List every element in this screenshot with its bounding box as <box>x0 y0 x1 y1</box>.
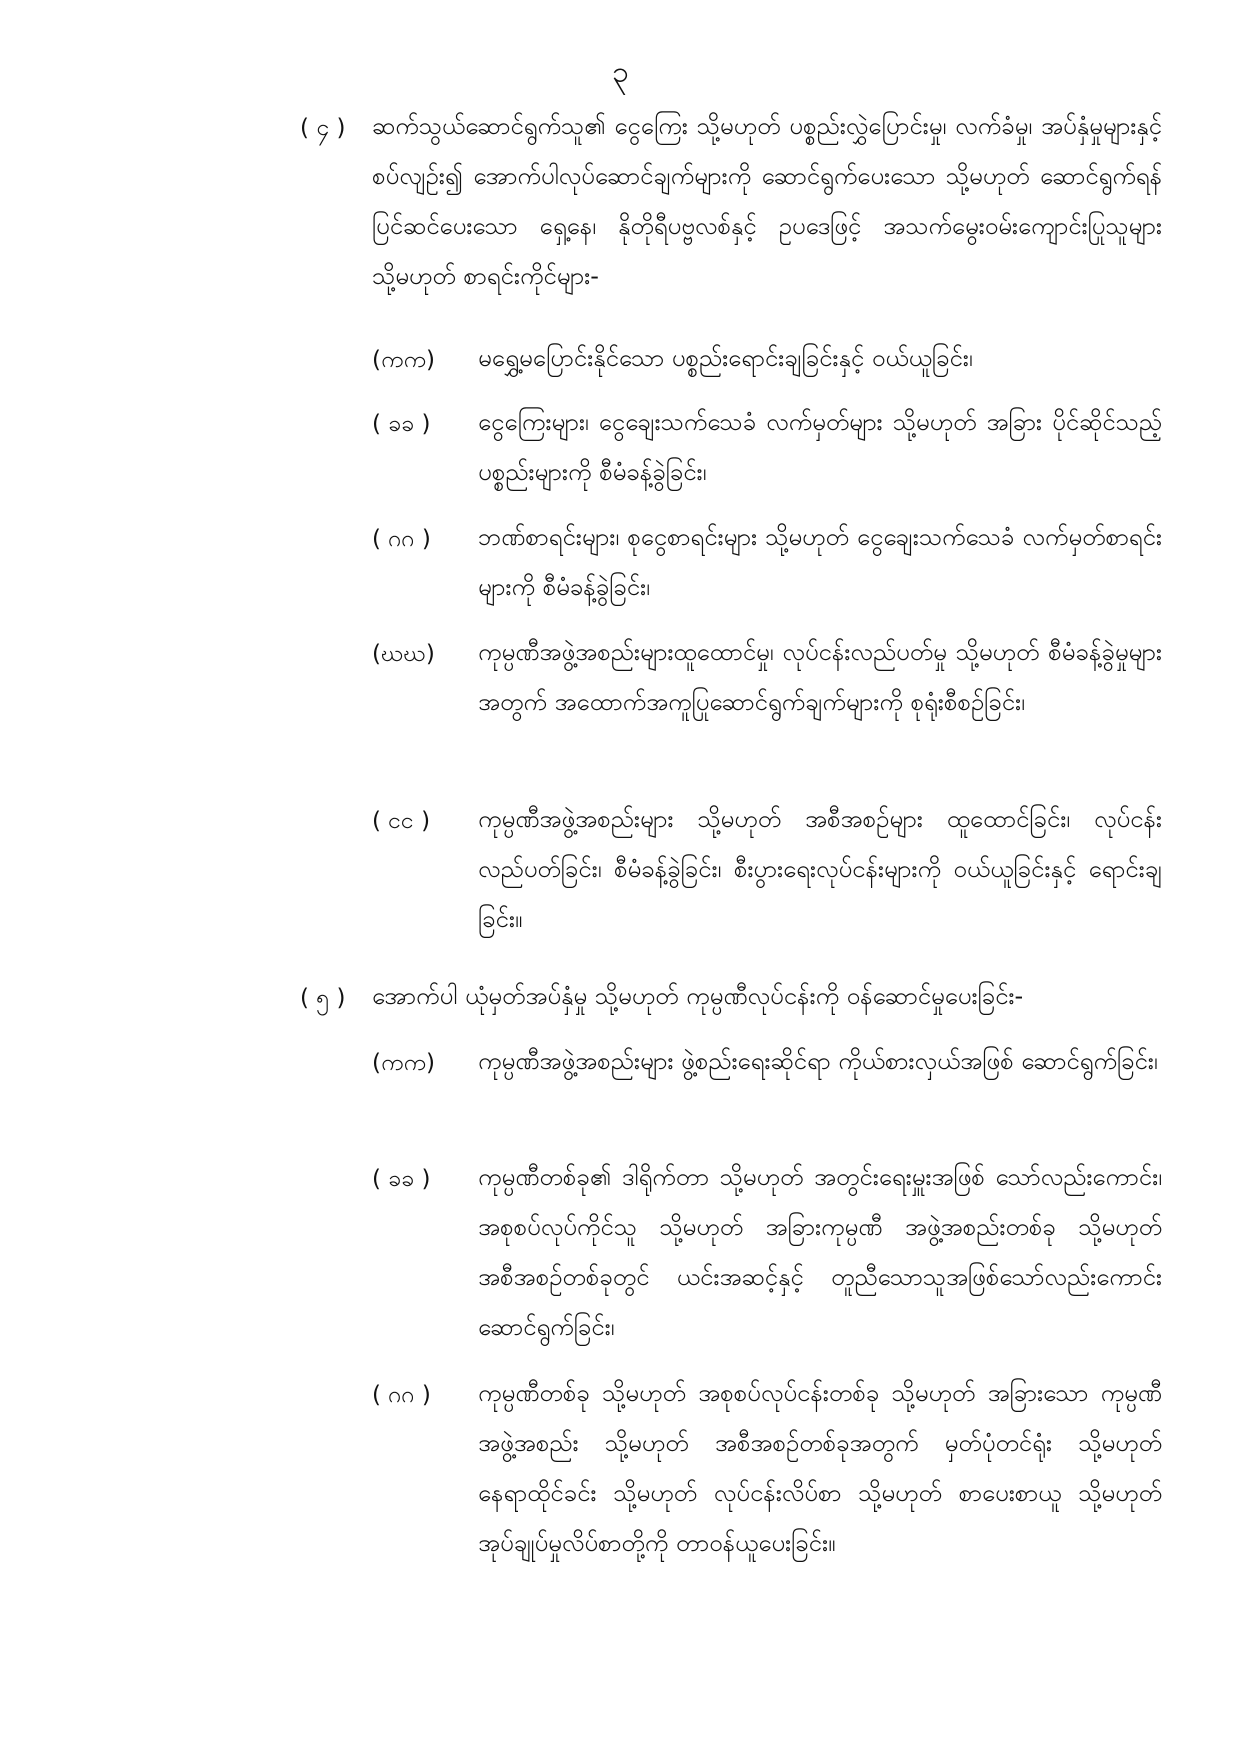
list-item: ကုမ္ပဏီတစ်ခု၏ ဒါရိုက်တာ သို့မဟုတ် အတွင်းရေးမှူးအဖြစ် သော်လည်းကောင်း၊ အစုစပ်လုပ်ကိုင်သူ သို့မဟုတ် အခြားကုမ္ပဏီ အဖွဲ့အစည်းတစ်ခု သို့မဟုတ် အစီအစဉ်တစ်ခုတွင် ယင်းအဆင့်နှင့် တူညီသောသူအဖြစ်သော်လည်းကောင်း ဆောင်ရွက်ခြင်း၊ <box>478 1163 1162 1341</box>
item-marker: (ကက) <box>372 347 435 373</box>
page-number: ၃ <box>612 55 629 90</box>
section-marker: ( ၄ ) <box>300 115 346 141</box>
item-marker: ( ဂဂ ) <box>372 526 431 552</box>
item-marker: ( ခခ ) <box>372 411 431 437</box>
list-item: ကုမ္ပဏီတစ်ခု သို့မဟုတ် အစုစပ်လုပ်ငန်းတစ်ခု သို့မဟုတ် အခြားသော ကုမ္ပဏီအဖွဲ့အစည်း သို့မဟုတ် အစီအစဉ်တစ်ခုအတွက် မှတ်ပုံတင်ရုံး သို့မဟုတ် နေရာထိုင်ခင်း သို့မဟုတ် လုပ်ငန်းလိပ်စာ သို့မဟုတ် စာပေးစာယူ သို့မဟုတ် အုပ်ချုပ်မှုလိပ်စာတို့ကို တာဝန်ယူပေးခြင်း။ <box>478 1379 1162 1557</box>
list-item: ကုမ္ပဏီအဖွဲ့အစည်းများ ဖွဲ့စည်းရေးဆိုင်ရာ ကိုယ်စားလှယ်အဖြစ် ဆောင်ရွက်ခြင်း၊ <box>478 1047 1158 1075</box>
section-marker: ( ၅ ) <box>300 985 346 1011</box>
list-item: ကုမ္ပဏီအဖွဲ့အစည်းများထူထောင်မှု၊ လုပ်ငန်းလည်ပတ်မှု သို့မဟုတ် စီမံခန့်ခွဲမှုများအတွက် အထောက်အကူပြုဆောင်ရွက်ချက်များကို စုရုံးစီစဉ်ခြင်း၊ <box>478 638 1162 716</box>
item-marker: (ကက) <box>372 1050 435 1076</box>
section-intro: အောက်ပါ ယုံမှတ်အပ်နှံမှု သို့မဟုတ် ကုမ္ပဏီလုပ်ငန်းကို ဝန်ဆောင်မှုပေးခြင်း- <box>372 982 1024 1010</box>
item-marker: ( ဂဂ ) <box>372 1382 431 1408</box>
section-intro: ဆက်သွယ်ဆောင်ရွက်သူ၏ ငွေကြေး သို့မဟုတ် ပစ္စည်းလွှဲပြောင်းမှု၊ လက်ခံမှု၊ အပ်နှံမှုများနှင့်စပ်လျဉ်း၍ အောက်ပါလုပ်ဆောင်ချက်များကို ဆောင်ရွက်ပေးသော သို့မဟုတ် ဆောင်ရွက်ရန်ပြင်ဆင်ပေးသော ရှေ့နေ၊ နိုတိုရီပဗ္ဗလစ်နှင့် ဥပဒေဖြင့် အသက်မွေးဝမ်းကျောင်းပြုသူများ သို့မဟုတ် စာရင်းကိုင်များ- <box>372 112 1162 290</box>
list-item: မရွှေ့မပြောင်းနိုင်သော ပစ္စည်းရောင်းချခြင်းနှင့် ဝယ်ယူခြင်း၊ <box>478 344 973 372</box>
list-item: ဘဏ်စာရင်းများ၊ စုငွေစာရင်းများ သို့မဟုတ် ငွေချေးသက်သေခံ လက်မှတ်စာရင်းများကို စီမံခန့်ခွဲခြင်း၊ <box>478 523 1162 601</box>
list-item: ငွေကြေးများ၊ ငွေချေးသက်သေခံ လက်မှတ်များ သို့မဟုတ် အခြား ပိုင်ဆိုင်သည့် ပစ္စည်းများကို စီမံခန့်ခွဲခြင်း၊ <box>478 408 1162 486</box>
item-marker: (ဃဃ) <box>372 641 435 667</box>
list-item: ကုမ္ပဏီအဖွဲ့အစည်းများ သို့မဟုတ် အစီအစဉ်များ ထူထောင်ခြင်း၊ လုပ်ငန်းလည်ပတ်ခြင်း၊ စီမံခန့်ခွဲခြင်း၊ စီးပွားရေးလုပ်ငန်းများကို ဝယ်ယူခြင်းနှင့် ရောင်းချခြင်း။ <box>478 805 1162 933</box>
item-marker: ( ငင ) <box>372 808 431 834</box>
item-marker: ( ခခ ) <box>372 1166 431 1192</box>
